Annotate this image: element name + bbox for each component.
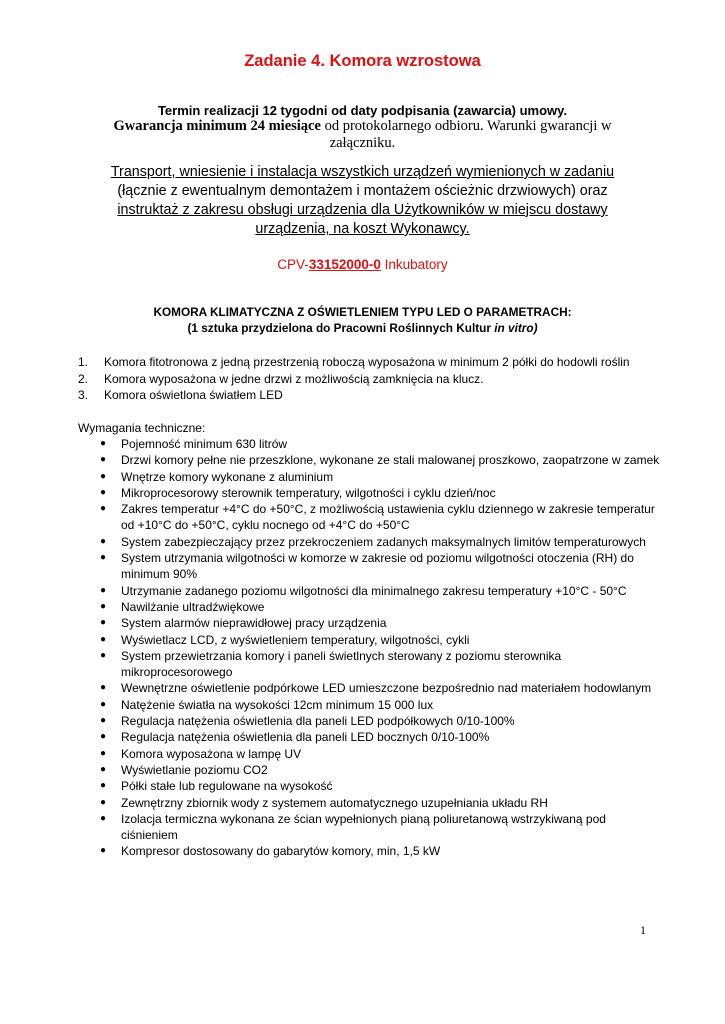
delivery-term: Termin realizacji 12 tygodni od daty podpisania (zawarcia) umowy. bbox=[157, 103, 568, 118]
requirement-text: Regulacja natężenia oświetlenia dla paneli LED bocznych 0/10-100% bbox=[121, 730, 490, 745]
transport-paragraph bbox=[85, 163, 640, 239]
bullet-icon: ● bbox=[100, 535, 107, 547]
requirement-text: Natężenie światła na wysokości 12cm minimum 15 000 lux bbox=[121, 697, 434, 712]
requirement-text: Wyświetlacz LCD, z wyświetleniem temperatury, wilgotności, cykli bbox=[121, 632, 470, 647]
requirement-item bbox=[100, 469, 660, 485]
requirement-item bbox=[100, 697, 660, 713]
bullet-icon: ● bbox=[100, 454, 107, 466]
bullet-icon: ● bbox=[100, 682, 107, 694]
numbered-item bbox=[78, 371, 668, 388]
requirement-item bbox=[100, 746, 660, 762]
cpv-code-line bbox=[0, 257, 725, 272]
bullet-icon: ● bbox=[100, 747, 107, 759]
requirement-text: Regulacja natężenia oświetlenia dla paneli LED podpółkowych 0/10-100% bbox=[121, 714, 515, 729]
requirement-text: System zabezpieczający przez przekroczeniem zadanych maksymalnych limitów temperaturowych bbox=[121, 534, 646, 549]
transport-part3: instruktaż z zakresu obsługi urządzenia dla Użytkowników w miejscu dostawy urządzenia, na koszt Wykonawcy. bbox=[117, 202, 608, 237]
requirement-text: Półki stałe lub regulowane na wysokość bbox=[121, 779, 333, 794]
requirements-label: Wymagania techniczne: bbox=[78, 421, 206, 435]
requirement-item bbox=[100, 599, 660, 615]
requirement-item bbox=[100, 729, 660, 745]
bullet-icon: ● bbox=[100, 600, 107, 612]
requirement-text: Zewnętrzny zbiornik wody z systemem automatycznego uzupełniania układu RH bbox=[121, 795, 548, 810]
guarantee-text bbox=[100, 118, 625, 152]
bullet-icon: ● bbox=[100, 731, 107, 743]
requirement-text: Nawilżanie ultradźwiękowe bbox=[121, 599, 265, 614]
requirement-item bbox=[100, 680, 660, 696]
item-number: 2. bbox=[78, 371, 89, 386]
item-text: Komora fitotronowa z jedną przestrzenią roboczą wyposażona w minimum 2 półki do hodowli roślin bbox=[104, 355, 630, 369]
requirement-text: System utrzymania wilgotności w komorze w zakresie od poziomu wilgotności otoczenia (RH) do minimum 90% bbox=[121, 551, 634, 582]
requirement-text: Pojemność minimum 630 litrów bbox=[121, 437, 288, 451]
requirement-item bbox=[100, 795, 660, 811]
requirement-item bbox=[100, 778, 660, 794]
requirement-text: Mikroprocesorowy sterownik temperatury, wilgotności i cyklu dzień/noc bbox=[121, 485, 496, 500]
section-heading: KOMORA KLIMATYCZNA Z OŚWIETLENIEM TYPU LED O PARAMETRACH: bbox=[153, 305, 572, 319]
bullet-icon: ● bbox=[100, 715, 107, 727]
requirement-text: Komora wyposażona w lampę UV bbox=[121, 746, 302, 761]
requirement-text: Wnętrze komory wykonane z aluminium bbox=[121, 469, 334, 484]
requirement-text: Drzwi komory pełne nie przeszklone, wykonane ze stali malowanej proszkowo, zaopatrzone w zamek bbox=[121, 453, 660, 468]
guarantee-bold: Gwarancja minimum 24 miesiące bbox=[113, 118, 321, 134]
requirement-item bbox=[100, 762, 660, 778]
cpv-prefix: CPV- bbox=[277, 257, 309, 272]
bullet-icon: ● bbox=[100, 698, 107, 710]
item-text: Komora oświetlona światłem LED bbox=[104, 388, 283, 402]
section-subheading bbox=[0, 321, 725, 335]
numbered-item bbox=[78, 387, 668, 404]
requirement-item bbox=[100, 632, 660, 648]
bullet-icon: ● bbox=[100, 780, 107, 792]
requirement-item bbox=[100, 485, 660, 501]
transport-part2: (łącznie z ewentualnym demontażem i montażem ościeżnic drzwiowych) oraz bbox=[117, 183, 608, 199]
guarantee-rest: od protokolarnego odbioru. Warunki gwarancji w załączniku. bbox=[320, 118, 612, 151]
bullet-icon: ● bbox=[100, 845, 107, 857]
subheading-italic: in vitro) bbox=[494, 321, 538, 335]
requirement-item bbox=[100, 550, 660, 583]
requirement-text: Wyświetlanie poziomu CO2 bbox=[121, 762, 268, 777]
requirement-item bbox=[100, 583, 660, 599]
subheading-main: (1 sztuka przydzielona do Pracowni Roślinnych Kultur bbox=[187, 321, 495, 335]
requirements-list bbox=[100, 436, 660, 860]
bullet-icon: ● bbox=[100, 470, 107, 482]
requirement-item bbox=[100, 615, 660, 631]
bullet-icon: ● bbox=[100, 438, 107, 449]
bullet-icon: ● bbox=[100, 812, 107, 824]
cpv-suffix: Inkubatory bbox=[380, 257, 448, 272]
requirement-item bbox=[100, 452, 660, 468]
transport-part1: Transport, wniesienie i instalacja wszystkich urządzeń wymienionych w zadaniu bbox=[110, 164, 615, 180]
numbered-item bbox=[78, 354, 668, 371]
bullet-icon: ● bbox=[100, 584, 107, 596]
requirement-item bbox=[100, 811, 660, 844]
requirement-item bbox=[100, 436, 660, 452]
requirement-item bbox=[100, 648, 660, 681]
requirement-text: Kompresor dostosowany do gabarytów komory, min, 1,5 kW bbox=[121, 844, 441, 859]
cpv-code: 33152000-0 bbox=[308, 257, 381, 272]
bullet-icon: ● bbox=[100, 552, 107, 564]
bullet-icon: ● bbox=[100, 617, 107, 629]
requirement-text: Utrzymanie zadanego poziomu wilgotności dla minimalnego zakresu temperatury +10°C - 50°C bbox=[121, 583, 627, 598]
requirement-text: Zakres temperatur +4°C do +50°C, z możliwością ustawienia cyklu dziennego w zakresie temperatur od +10°C do +50°C, cyklu nocnego od +4°C do +50°C bbox=[121, 502, 655, 533]
bullet-icon: ● bbox=[100, 763, 107, 775]
requirement-item bbox=[100, 843, 660, 859]
requirement-item bbox=[100, 713, 660, 729]
requirement-text: Wewnętrzne oświetlenie podpórkowe LED umieszczone bezpośrednio nad materiałem hodowlanym bbox=[121, 681, 652, 696]
item-number: 1. bbox=[78, 355, 89, 369]
numbered-list bbox=[78, 354, 668, 404]
requirement-text: System alarmów nieprawidłowej pracy urządzenia bbox=[121, 616, 387, 631]
page-number: 1 bbox=[640, 923, 646, 937]
bullet-icon: ● bbox=[100, 486, 107, 498]
bullet-icon: ● bbox=[100, 649, 107, 661]
requirement-text: System przewietrzania komory i paneli świetlnych sterowany z poziomu sterownika mikroprocesorowego bbox=[121, 648, 562, 680]
bullet-icon: ● bbox=[100, 796, 107, 808]
item-text: Komora wyposażona w jedne drzwi z możliwością zamknięcia na klucz. bbox=[104, 371, 484, 386]
item-number: 3. bbox=[78, 388, 89, 402]
bullet-icon: ● bbox=[100, 633, 107, 645]
requirement-text: Izolacja termiczna wykonana ze ścian wypełnionych pianą poliuretanową wstrzykiwaną pod ciśnieniem bbox=[121, 811, 606, 843]
page-title: Zadanie 4. Komora wzrostowa bbox=[244, 52, 481, 70]
requirement-item bbox=[100, 501, 660, 534]
requirement-item bbox=[100, 534, 660, 550]
bullet-icon: ● bbox=[100, 503, 107, 515]
